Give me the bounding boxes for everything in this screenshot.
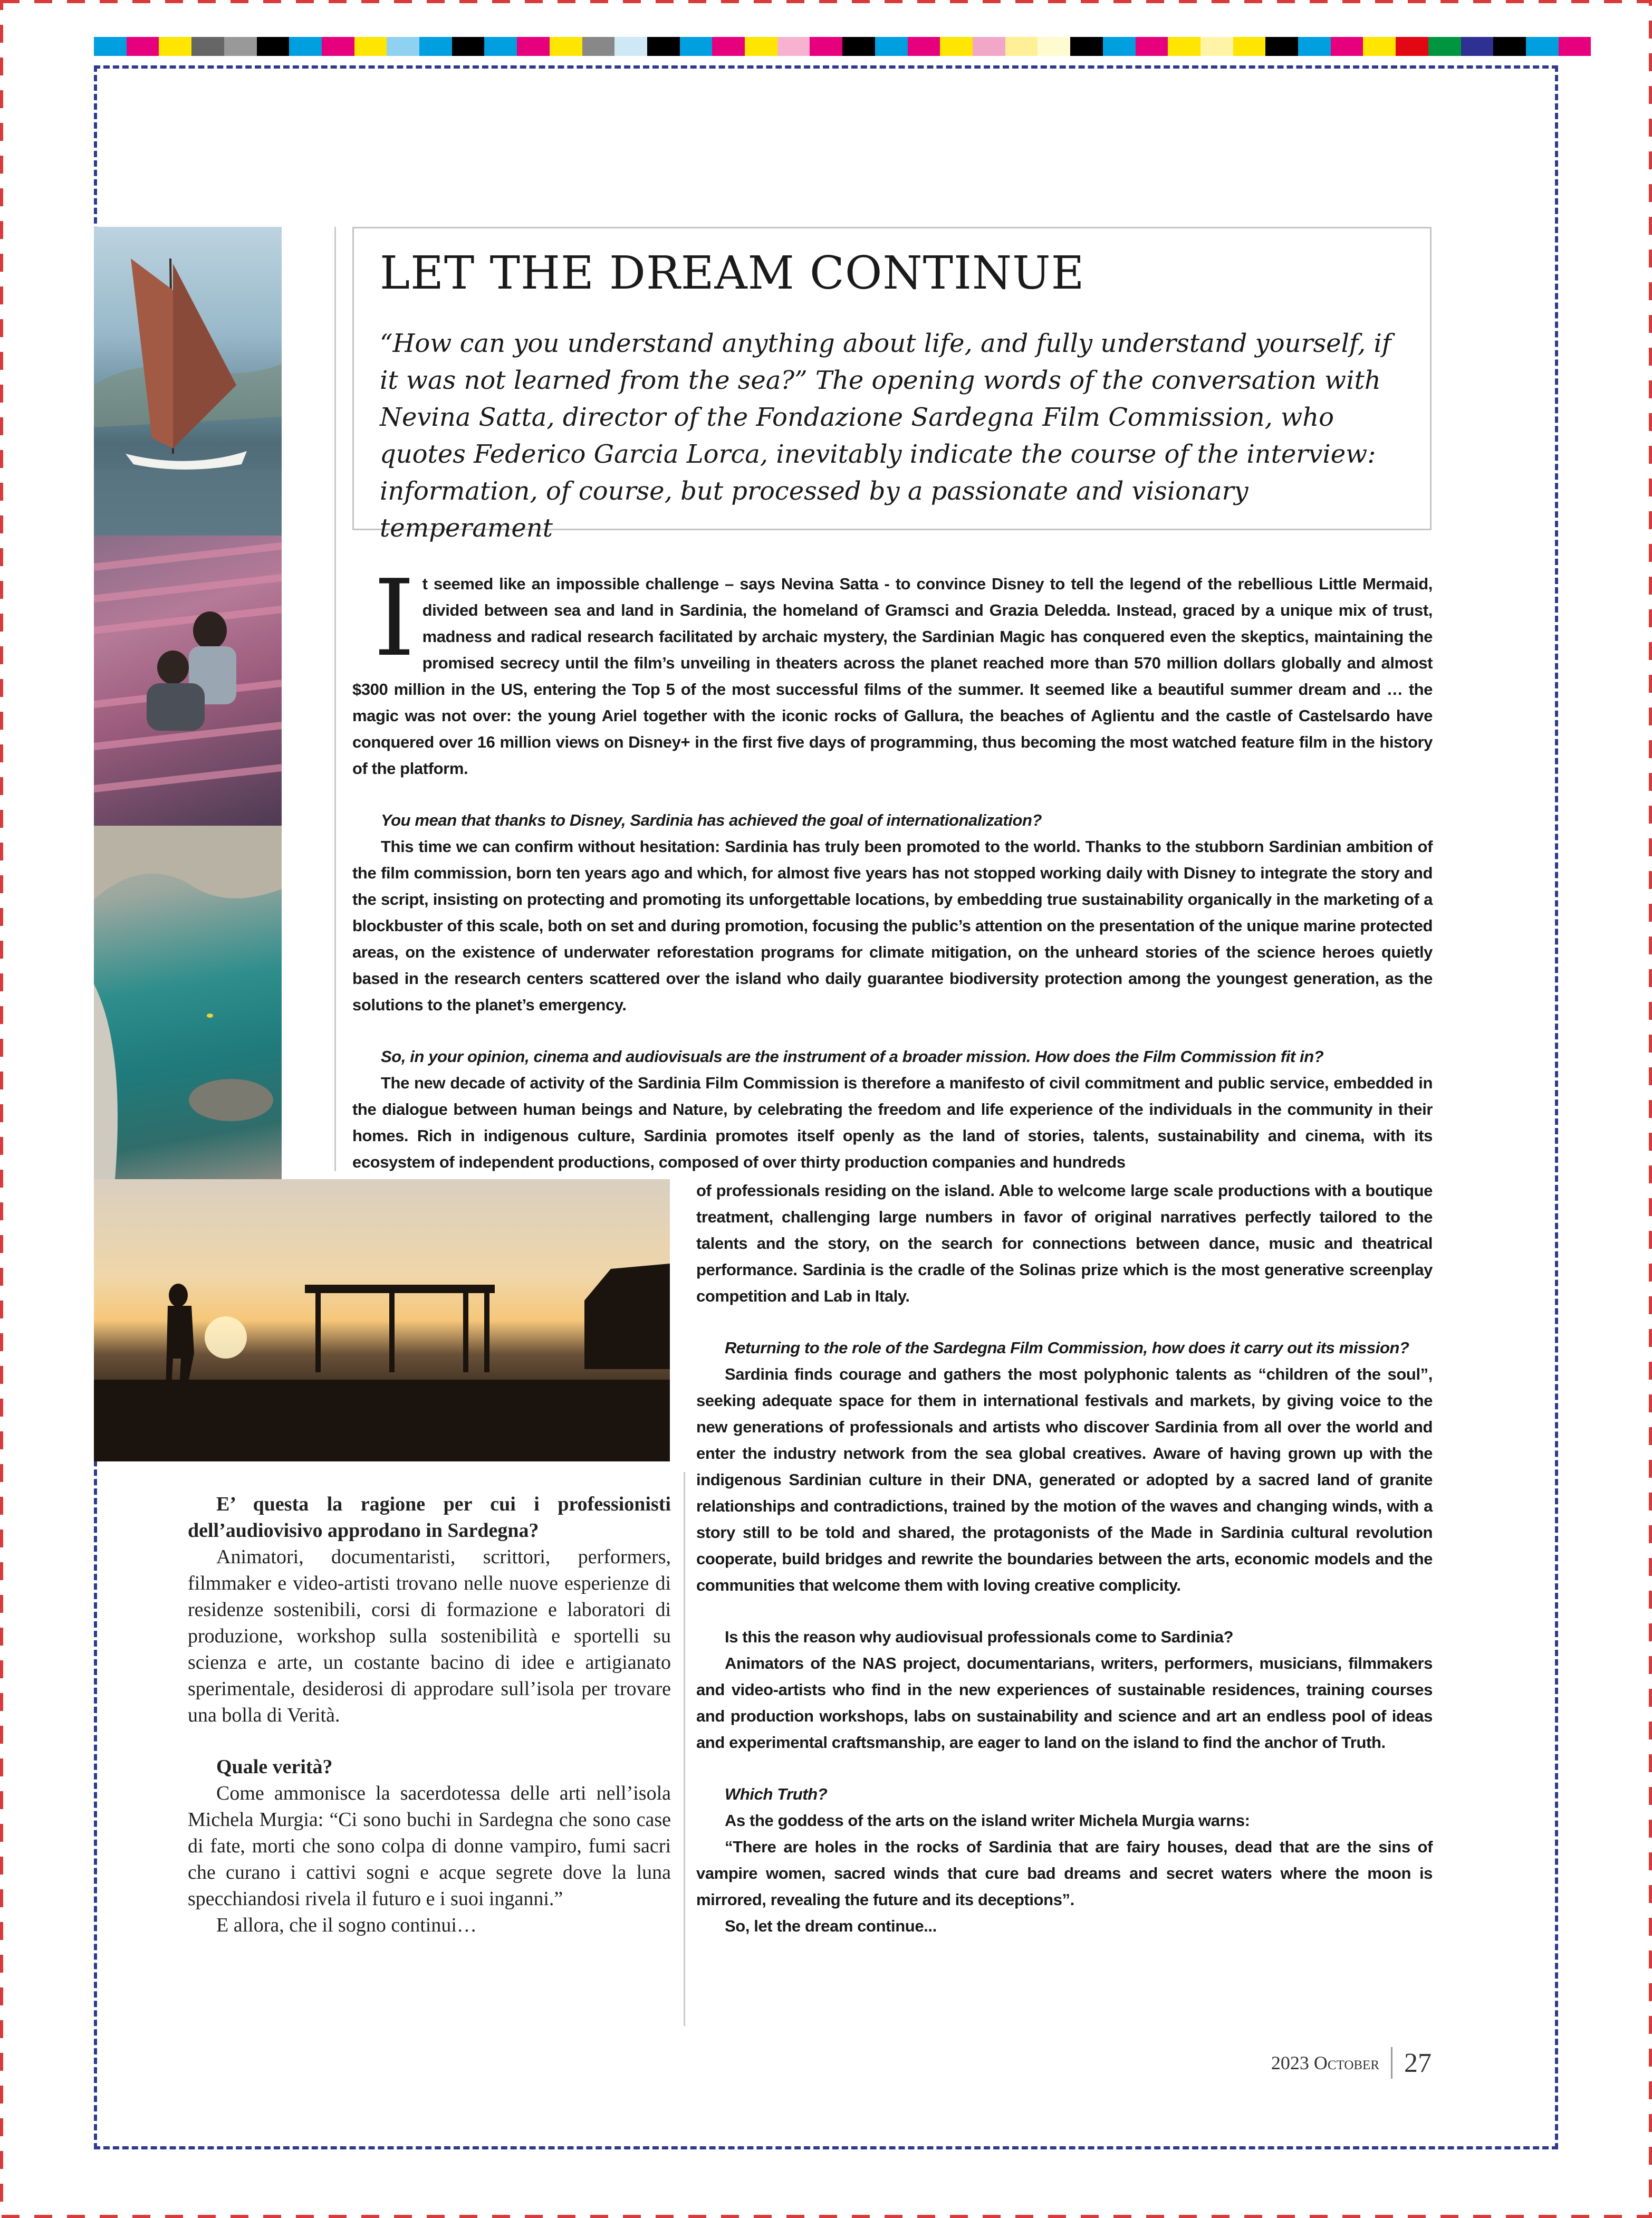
question-1: You mean that thanks to Disney, Sardinia has achieved the goal of internationalization? bbox=[381, 811, 1042, 829]
color-swatch bbox=[777, 37, 810, 56]
color-swatch bbox=[127, 37, 159, 56]
color-swatch bbox=[1265, 37, 1298, 56]
color-swatch bbox=[1559, 37, 1591, 56]
color-swatch bbox=[191, 37, 224, 56]
color-swatch bbox=[1038, 37, 1070, 56]
italian-answer-2: Come ammonisce la sacerdotessa delle arti nell’isola Michela Murgia: “Ci sono buchi in Sardegna che sono case di fate, morti che sono colpa di donne vampiro, fumi sacri che curano i cattivi sogni e acque segrete dove la luna specchiandosi rivela il futuro e i suoi inganni.” bbox=[188, 1782, 671, 1910]
italian-question-2: Quale verità? bbox=[216, 1756, 333, 1778]
italian-answer-1: Animatori, documentaristi, scrittori, performers, filmmaker e video-artisti trovano nelle nuove esperienze di residenze sostenibili, corsi di formazione e laboratori di produzione, workshop sulla sostenibilità e sportelli su scienza e arte, un costante bacino di idee e artigianato sperimentale, desiderosi di approdare sull’isola per trovare una bolla di Verità. bbox=[188, 1546, 671, 1726]
color-swatch bbox=[1103, 37, 1136, 56]
color-swatch bbox=[1070, 37, 1103, 56]
page-folio bbox=[1271, 2047, 1432, 2079]
italian-question-1: E’ questa la ragione per cui i professionisti dell’audiovisivo approdano in Sardegna? bbox=[188, 1493, 671, 1542]
italian-answer-3: E allora, che il sogno continui… bbox=[216, 1914, 477, 1936]
color-swatch bbox=[1331, 37, 1363, 56]
color-swatch bbox=[1233, 37, 1266, 56]
color-swatch bbox=[810, 37, 842, 56]
answer-1: This time we can confirm without hesitation: Sardinia has truly been promoted to the world. Thanks to the stubborn Sardinian ambition of the film commission, born ten years ago and which, for almost five years has not stopped working daily with Disney to integrate the story and the script, insisting on protecting and promoting its unforgettable locations, by embedding true sustainability organically in the marketing of a blockbuster of this scale, both on set and during promotion, focusing the public’s attention on the presentation of the unique marine protected areas, on the existence of underwater reforestation programs for climate mitigation, on the unheard stories of the science heroes quietly based in the research centers scattered over the island who daily guarantee biodiversity protection among the youngest generation, as the solutions to the planet’s emergency. bbox=[352, 837, 1433, 1014]
color-swatch bbox=[550, 37, 582, 56]
color-swatch bbox=[387, 37, 419, 56]
color-swatch bbox=[1526, 37, 1559, 56]
color-swatch bbox=[875, 37, 908, 56]
color-swatch bbox=[224, 37, 257, 56]
stadium-seats-photo bbox=[94, 536, 282, 826]
color-swatch bbox=[712, 37, 745, 56]
answer-5a: As the goddess of the arts on the island writer Michela Murgia warns: bbox=[725, 1811, 1250, 1830]
italian-column bbox=[188, 1491, 671, 1938]
color-swatch bbox=[1298, 37, 1331, 56]
color-swatch bbox=[842, 37, 875, 56]
answer-3: Sardinia finds courage and gathers the most polyphonic talents as “children of the soul”, seeking adequate space for them in international festivals and markets, by giving voice to the new generations of professionals and artists who discover Sardinia from all over the world and enter the industry network from the sea global creatives. Aware of having grown up with the indigenous Sardinian culture in their DNA, generated or adopted by a sacred land of granite relationships and contradictions, trained by the motion of the waves and changing winds, with a story still to be told and shared, the protagonists of the Made in Sardinia cultural revolution cooperate, build bridges and rewrite the boundaries between the arts, economic models and the communities that welcome them with loving creative complicity. bbox=[696, 1365, 1433, 1594]
color-swatch bbox=[940, 37, 973, 56]
sunset-skateboard-photo bbox=[94, 1179, 670, 1461]
color-swatch bbox=[647, 37, 680, 56]
answer-5c: So, let the dream continue... bbox=[725, 1917, 937, 1935]
color-swatch bbox=[1136, 37, 1168, 56]
color-swatch bbox=[94, 37, 127, 56]
color-swatch bbox=[1363, 37, 1396, 56]
drop-cap: I bbox=[373, 557, 415, 680]
article-lead: “How can you understand anything about life, and fully understand yourself, if it was not learned from the sea?” The opening words of the conversation with Nevina Satta, director of the Fondazione Sardegna Film Commission, who quotes Federico Garcia Lorca, inevitably indicate the course of the interview: information, of course, but processed by a passionate and visionary temperament bbox=[380, 329, 1391, 543]
article-body-upper bbox=[352, 557, 1433, 1175]
color-swatch bbox=[973, 37, 1005, 56]
color-swatch bbox=[484, 37, 517, 56]
color-swatch bbox=[1493, 37, 1526, 56]
color-swatch bbox=[354, 37, 387, 56]
question-5: Which Truth? bbox=[725, 1785, 828, 1803]
sailboat-photo bbox=[94, 227, 282, 536]
answer-2-bottom: of professionals residing on the island. Able to welcome large scale productions with a boutique treatment, challenging large numbers in favor of original narratives perfectly tailored to the talents and the story, on the search for connections between dance, music and theatrical performance. Sardinia is the cradle of the Solinas prize which is the most generative screenplay competition and Lab in Italy. bbox=[696, 1181, 1433, 1305]
question-4: Is this the reason why audiovisual professionals come to Sardinia? bbox=[725, 1628, 1234, 1646]
answer-4: Animators of the NAS project, documentarians, writers, performers, musicians, filmmakers and video-artists who find in the new experiences of sustainable residences, training courses and production workshops, labs on sustainability and science and art an endless pool of ideas and experimental craftsmanship, are eager to land on the island to find the anchor of Truth. bbox=[696, 1654, 1433, 1752]
answer-2-top: The new decade of activity of the Sardinia Film Commission is therefore a manifesto of civil commitment and public service, embedded in the dialogue between human beings and Nature, by celebrating the freedom and life experience of the individuals in the community in their homes. Rich in indigenous culture, Sardinia promotes itself openly as the land of stories, talents, sustainability and cinema, with its ecosystem of independent productions, composed of over thirty production companies and hundreds bbox=[352, 1074, 1433, 1171]
color-swatch bbox=[582, 37, 615, 56]
article-title: LET THE DREAM CONTINUE bbox=[380, 247, 1085, 300]
color-swatch bbox=[1428, 37, 1461, 56]
color-swatch bbox=[1200, 37, 1233, 56]
color-swatch bbox=[614, 37, 647, 56]
color-swatch bbox=[419, 37, 452, 56]
color-swatch bbox=[159, 37, 191, 56]
color-swatch bbox=[1461, 37, 1494, 56]
answer-5b: “There are holes in the rocks of Sardinia that are fairy houses, dead that are the sins of vampire women, sacred winds that cure bad dreams and secret waters where the moon is mirrored, revealing the future and its deceptions”. bbox=[696, 1838, 1433, 1909]
color-swatch bbox=[257, 37, 290, 56]
turquoise-coast-photo bbox=[94, 826, 282, 1179]
color-swatch bbox=[517, 37, 550, 56]
issue-date: 2023 October bbox=[1271, 2052, 1379, 2073]
question-3: Returning to the role of the Sardegna Film Commission, how does it carry out its mission? bbox=[725, 1339, 1409, 1357]
folio-divider bbox=[1391, 2047, 1392, 2079]
question-2: So, in your opinion, cinema and audiovisuals are the instrument of a broader mission. How does the Film Commission fit in? bbox=[381, 1047, 1324, 1066]
article-body-lower bbox=[696, 1178, 1433, 1939]
color-swatch bbox=[322, 37, 354, 56]
color-swatch bbox=[1396, 37, 1428, 56]
page-number: 27 bbox=[1404, 2048, 1432, 2078]
color-swatch bbox=[452, 37, 485, 56]
color-swatch bbox=[680, 37, 713, 56]
column-rule bbox=[334, 227, 336, 1171]
color-swatch bbox=[908, 37, 940, 56]
color-swatch bbox=[745, 37, 777, 56]
color-swatch bbox=[1168, 37, 1200, 56]
color-calibration-bar bbox=[94, 37, 1591, 56]
column-rule bbox=[684, 1472, 685, 2026]
color-swatch bbox=[289, 37, 322, 56]
paragraph-intro: It seemed like an impossible challenge – says Nevina Satta - to convince Disney to tell the legend of the rebellious Little Mermaid, divided between sea and land in Sardinia, the homeland of Gramsci and Grazia Deledda. Instead, graced by a unique mix of trust, madness and radical research facilitated by archaic mystery, the Sardinian Magic has conquered even the skeptics, maintaining the promised secrecy until the film’s unveiling in theaters across the planet reached more than 570 million dollars globally and almost $300 million in the US, entering the Top 5 of the most successful films of the summer. It seemed like a beautiful summer dream and … the magic was not over: the young Ariel together with the iconic rocks of Gallura, the beaches of Aglientu and the castle of Castelsardo have conquered over 16 million views on Disney+ in the first five days of programming, thus becoming the most watched feature film in the history of the platform. bbox=[352, 557, 1433, 778]
color-swatch bbox=[1005, 37, 1038, 56]
